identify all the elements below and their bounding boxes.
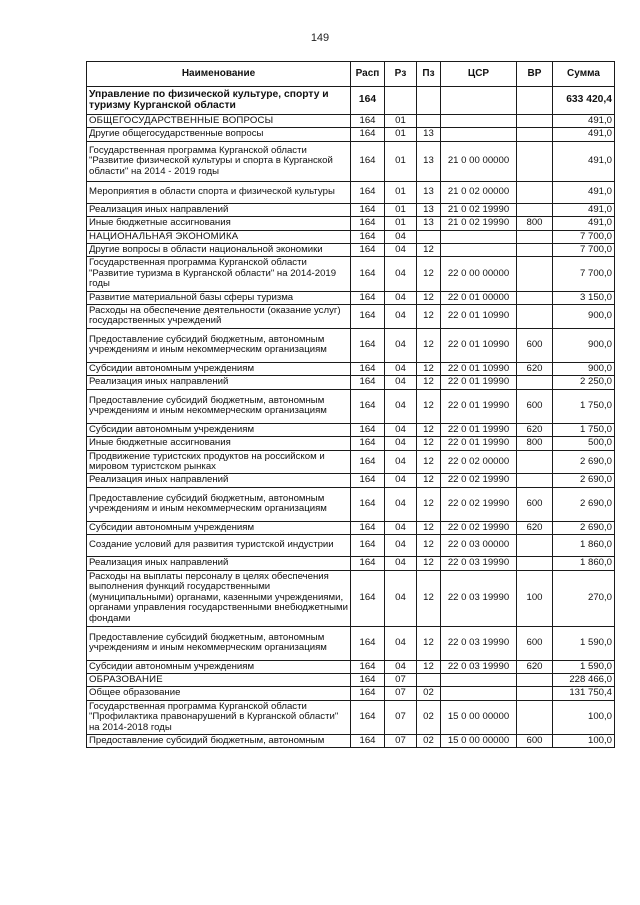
cell-rasp: 164	[351, 570, 385, 626]
cell-rasp: 164	[351, 437, 385, 450]
cell-rasp: 164	[351, 328, 385, 362]
cell-rasp: 164	[351, 181, 385, 203]
cell-csr: 22 0 02 19990	[441, 474, 517, 487]
cell-rasp: 164	[351, 305, 385, 329]
cell-name: Государственная программа Курганской области "Профилактика правонарушений в Курганской области" на 2014-2018 годы	[87, 700, 351, 734]
cell-sum: 100,0	[553, 700, 615, 734]
cell-sum: 1 860,0	[553, 557, 615, 570]
cell-sum: 1 750,0	[553, 423, 615, 436]
cell-csr: 22 0 01 19990	[441, 389, 517, 423]
cell-csr: 22 0 01 19990	[441, 376, 517, 389]
cell-rasp: 164	[351, 474, 385, 487]
cell-csr: 22 0 01 19990	[441, 437, 517, 450]
cell-pz	[417, 673, 441, 686]
header-csr: ЦСР	[441, 62, 517, 87]
cell-csr: 22 0 01 10990	[441, 305, 517, 329]
header-rz: Рз	[385, 62, 417, 87]
cell-rz: 01	[385, 217, 417, 230]
cell-vr: 620	[517, 521, 553, 534]
cell-vr	[517, 700, 553, 734]
cell-csr: 22 0 00 00000	[441, 257, 517, 291]
cell-name: Реализация иных направлений	[87, 557, 351, 570]
cell-rz: 04	[385, 557, 417, 570]
cell-vr	[517, 535, 553, 557]
cell-csr	[441, 87, 517, 115]
cell-pz: 02	[417, 700, 441, 734]
table-row	[87, 450, 615, 474]
cell-vr	[517, 257, 553, 291]
cell-rasp: 164	[351, 450, 385, 474]
cell-name: Другие вопросы в области национальной экономики	[87, 244, 351, 257]
table-row	[87, 487, 615, 521]
table-row	[87, 230, 615, 243]
cell-name: Реализация иных направлений	[87, 376, 351, 389]
cell-csr: 22 0 01 10990	[441, 328, 517, 362]
cell-sum: 633 420,4	[553, 87, 615, 115]
cell-name: Предоставление субсидий бюджетным, автономным учреждениям и иным некоммерческим организациям	[87, 328, 351, 362]
cell-name: НАЦИОНАЛЬНАЯ ЭКОНОМИКА	[87, 230, 351, 243]
table-row	[87, 734, 615, 747]
table-row	[87, 521, 615, 534]
header-vr: ВР	[517, 62, 553, 87]
table-row	[87, 257, 615, 291]
cell-rasp: 164	[351, 244, 385, 257]
cell-pz: 12	[417, 291, 441, 304]
cell-name: Предоставление субсидий бюджетным, автономным учреждениям и иным некоммерческим организациям	[87, 389, 351, 423]
cell-rasp: 164	[351, 660, 385, 673]
cell-vr: 620	[517, 423, 553, 436]
cell-csr: 22 0 01 19990	[441, 423, 517, 436]
table-row	[87, 535, 615, 557]
cell-rasp: 164	[351, 203, 385, 216]
cell-name: Создание условий для развития туристской индустрии	[87, 535, 351, 557]
cell-sum: 2 690,0	[553, 521, 615, 534]
table-row	[87, 291, 615, 304]
cell-vr	[517, 115, 553, 128]
cell-csr: 22 0 02 19990	[441, 521, 517, 534]
cell-name: Другие общегосударственные вопросы	[87, 128, 351, 141]
cell-sum: 491,0	[553, 203, 615, 216]
cell-rz: 07	[385, 700, 417, 734]
cell-csr	[441, 673, 517, 686]
table-row	[87, 328, 615, 362]
cell-rz: 04	[385, 305, 417, 329]
cell-csr: 21 0 02 00000	[441, 181, 517, 203]
cell-sum: 100,0	[553, 734, 615, 747]
cell-rz: 04	[385, 423, 417, 436]
table-row	[87, 203, 615, 216]
table-row	[87, 389, 615, 423]
cell-sum: 2 690,0	[553, 487, 615, 521]
header-name: Наименование	[87, 62, 351, 87]
cell-vr	[517, 673, 553, 686]
cell-rz: 07	[385, 734, 417, 747]
cell-sum: 491,0	[553, 115, 615, 128]
budget-table	[86, 61, 615, 748]
cell-vr: 800	[517, 217, 553, 230]
cell-sum: 491,0	[553, 141, 615, 181]
cell-pz: 12	[417, 423, 441, 436]
cell-rz: 04	[385, 362, 417, 375]
cell-pz: 12	[417, 257, 441, 291]
header-sum: Сумма	[553, 62, 615, 87]
cell-sum: 1 590,0	[553, 660, 615, 673]
cell-csr: 21 0 02 19990	[441, 203, 517, 216]
cell-vr	[517, 244, 553, 257]
cell-rz: 04	[385, 535, 417, 557]
cell-sum: 2 690,0	[553, 474, 615, 487]
cell-pz	[417, 87, 441, 115]
cell-csr	[441, 687, 517, 700]
cell-rasp: 164	[351, 687, 385, 700]
cell-pz: 13	[417, 141, 441, 181]
cell-rasp: 164	[351, 362, 385, 375]
cell-vr	[517, 557, 553, 570]
cell-vr: 600	[517, 487, 553, 521]
table-row	[87, 87, 615, 115]
cell-sum: 491,0	[553, 181, 615, 203]
cell-sum: 900,0	[553, 362, 615, 375]
cell-vr	[517, 474, 553, 487]
cell-rz: 01	[385, 128, 417, 141]
cell-name: Расходы на выплаты персоналу в целях обеспечения выполнения функций государственными (муниципальными) органами, казенными учреждениями, органами управления государственными внебюджетными фондами	[87, 570, 351, 626]
cell-sum: 491,0	[553, 128, 615, 141]
table-row	[87, 305, 615, 329]
cell-sum: 131 750,4	[553, 687, 615, 700]
cell-rz: 04	[385, 626, 417, 660]
cell-rasp: 164	[351, 535, 385, 557]
cell-pz: 02	[417, 734, 441, 747]
cell-name: Управление по физической культуре, спорту и туризму Курганской области	[87, 87, 351, 115]
cell-csr	[441, 115, 517, 128]
cell-csr: 22 0 03 19990	[441, 570, 517, 626]
cell-rz: 04	[385, 474, 417, 487]
table-row	[87, 660, 615, 673]
cell-rz: 01	[385, 115, 417, 128]
cell-rz: 04	[385, 570, 417, 626]
cell-vr: 600	[517, 328, 553, 362]
cell-sum: 228 466,0	[553, 673, 615, 686]
cell-pz	[417, 115, 441, 128]
cell-vr	[517, 230, 553, 243]
cell-rz: 04	[385, 244, 417, 257]
cell-rz: 04	[385, 450, 417, 474]
cell-vr	[517, 203, 553, 216]
table-row	[87, 557, 615, 570]
cell-vr: 620	[517, 660, 553, 673]
cell-rasp: 164	[351, 87, 385, 115]
cell-rz: 04	[385, 389, 417, 423]
cell-rasp: 164	[351, 734, 385, 747]
cell-name: Иные бюджетные ассигнования	[87, 217, 351, 230]
table-row	[87, 437, 615, 450]
cell-rz: 04	[385, 487, 417, 521]
cell-sum: 7 700,0	[553, 230, 615, 243]
table-row	[87, 626, 615, 660]
cell-vr	[517, 305, 553, 329]
cell-name: Государственная программа Курганской области "Развитие туризма в Курганской области" на 2014-2019 годы	[87, 257, 351, 291]
cell-name: Предоставление субсидий бюджетным, автономным учреждениям и иным некоммерческим организациям	[87, 626, 351, 660]
cell-rasp: 164	[351, 217, 385, 230]
cell-rz: 04	[385, 257, 417, 291]
cell-rasp: 164	[351, 128, 385, 141]
table-row	[87, 570, 615, 626]
cell-csr	[441, 244, 517, 257]
table-row	[87, 128, 615, 141]
cell-csr: 22 0 03 19990	[441, 626, 517, 660]
table-header-row	[87, 62, 615, 87]
table-row	[87, 687, 615, 700]
table-row	[87, 423, 615, 436]
cell-pz: 12	[417, 626, 441, 660]
cell-csr: 22 0 02 19990	[441, 487, 517, 521]
cell-rz: 04	[385, 660, 417, 673]
cell-vr: 600	[517, 626, 553, 660]
cell-sum: 3 150,0	[553, 291, 615, 304]
table-row	[87, 673, 615, 686]
cell-sum: 7 700,0	[553, 244, 615, 257]
cell-name: Государственная программа Курганской области "Развитие физической культуры и спорта в Курганской области" на 2014 - 2019 годы	[87, 141, 351, 181]
cell-pz: 12	[417, 362, 441, 375]
cell-rasp: 164	[351, 257, 385, 291]
table-row	[87, 474, 615, 487]
cell-name: Субсидии автономным учреждениям	[87, 660, 351, 673]
table-row	[87, 362, 615, 375]
cell-vr: 620	[517, 362, 553, 375]
cell-pz: 12	[417, 305, 441, 329]
cell-name: ОБРАЗОВАНИЕ	[87, 673, 351, 686]
cell-csr: 22 0 02 00000	[441, 450, 517, 474]
cell-csr: 22 0 01 00000	[441, 291, 517, 304]
cell-rasp: 164	[351, 423, 385, 436]
cell-sum: 1 590,0	[553, 626, 615, 660]
cell-name: Расходы на обеспечение деятельности (оказание услуг) государственных учреждений	[87, 305, 351, 329]
cell-sum: 900,0	[553, 328, 615, 362]
cell-sum: 500,0	[553, 437, 615, 450]
cell-rasp: 164	[351, 389, 385, 423]
table-row	[87, 217, 615, 230]
cell-pz: 12	[417, 244, 441, 257]
cell-vr	[517, 291, 553, 304]
cell-csr: 22 0 03 19990	[441, 660, 517, 673]
cell-name: Продвижение туристских продуктов на российском и мировом туристском рынках	[87, 450, 351, 474]
cell-pz: 12	[417, 535, 441, 557]
cell-pz: 12	[417, 450, 441, 474]
table-row	[87, 141, 615, 181]
cell-csr: 15 0 00 00000	[441, 700, 517, 734]
cell-name: Развитие материальной базы сферы туризма	[87, 291, 351, 304]
cell-rasp: 164	[351, 673, 385, 686]
cell-pz: 12	[417, 376, 441, 389]
cell-rz: 01	[385, 203, 417, 216]
cell-rz: 04	[385, 291, 417, 304]
cell-rasp: 164	[351, 376, 385, 389]
cell-name: Субсидии автономным учреждениям	[87, 423, 351, 436]
cell-csr	[441, 230, 517, 243]
cell-rasp: 164	[351, 626, 385, 660]
table-row	[87, 244, 615, 257]
cell-pz: 13	[417, 181, 441, 203]
cell-pz: 12	[417, 487, 441, 521]
table-row	[87, 181, 615, 203]
cell-name: Субсидии автономным учреждениям	[87, 362, 351, 375]
cell-rasp: 164	[351, 700, 385, 734]
cell-csr: 22 0 03 19990	[441, 557, 517, 570]
cell-csr: 21 0 00 00000	[441, 141, 517, 181]
cell-vr	[517, 376, 553, 389]
cell-sum: 2 250,0	[553, 376, 615, 389]
cell-rz: 01	[385, 181, 417, 203]
table-row	[87, 700, 615, 734]
cell-vr	[517, 687, 553, 700]
cell-name: Субсидии автономным учреждениям	[87, 521, 351, 534]
cell-csr: 22 0 01 10990	[441, 362, 517, 375]
cell-rasp: 164	[351, 291, 385, 304]
cell-name: Мероприятия в области спорта и физической культуры	[87, 181, 351, 203]
cell-name: Иные бюджетные ассигнования	[87, 437, 351, 450]
cell-name: Общее образование	[87, 687, 351, 700]
cell-pz: 13	[417, 217, 441, 230]
cell-name: ОБЩЕГОСУДАРСТВЕННЫЕ ВОПРОСЫ	[87, 115, 351, 128]
cell-sum: 270,0	[553, 570, 615, 626]
cell-pz	[417, 230, 441, 243]
cell-rasp: 164	[351, 521, 385, 534]
cell-rz: 07	[385, 673, 417, 686]
cell-pz: 12	[417, 389, 441, 423]
header-pz: Пз	[417, 62, 441, 87]
cell-rz: 07	[385, 687, 417, 700]
cell-pz: 12	[417, 660, 441, 673]
cell-vr: 100	[517, 570, 553, 626]
cell-sum: 7 700,0	[553, 257, 615, 291]
cell-pz: 13	[417, 128, 441, 141]
cell-rasp: 164	[351, 115, 385, 128]
cell-rz: 04	[385, 328, 417, 362]
cell-pz: 12	[417, 521, 441, 534]
cell-rasp: 164	[351, 230, 385, 243]
cell-sum: 2 690,0	[553, 450, 615, 474]
header-rasp: Расп	[351, 62, 385, 87]
cell-pz: 12	[417, 328, 441, 362]
cell-csr: 22 0 03 00000	[441, 535, 517, 557]
cell-vr	[517, 141, 553, 181]
cell-pz: 12	[417, 570, 441, 626]
cell-vr: 600	[517, 734, 553, 747]
cell-csr	[441, 128, 517, 141]
cell-rz: 04	[385, 437, 417, 450]
cell-rasp: 164	[351, 487, 385, 521]
cell-rz: 01	[385, 141, 417, 181]
table-row	[87, 115, 615, 128]
cell-pz: 13	[417, 203, 441, 216]
cell-pz: 12	[417, 474, 441, 487]
cell-vr	[517, 87, 553, 115]
cell-vr	[517, 128, 553, 141]
table-row	[87, 376, 615, 389]
cell-sum: 1 860,0	[553, 535, 615, 557]
cell-sum: 1 750,0	[553, 389, 615, 423]
cell-rz	[385, 87, 417, 115]
cell-name: Предоставление субсидий бюджетным, автономным учреждениям и иным некоммерческим организациям	[87, 487, 351, 521]
cell-rz: 04	[385, 376, 417, 389]
cell-sum: 491,0	[553, 217, 615, 230]
cell-pz: 12	[417, 557, 441, 570]
cell-pz: 12	[417, 437, 441, 450]
cell-vr: 800	[517, 437, 553, 450]
cell-name: Реализация иных направлений	[87, 474, 351, 487]
cell-vr: 600	[517, 389, 553, 423]
cell-csr: 15 0 00 00000	[441, 734, 517, 747]
cell-rz: 04	[385, 521, 417, 534]
cell-vr	[517, 181, 553, 203]
cell-csr: 21 0 02 19990	[441, 217, 517, 230]
cell-name: Реализация иных направлений	[87, 203, 351, 216]
cell-sum: 900,0	[553, 305, 615, 329]
cell-rz: 04	[385, 230, 417, 243]
cell-name: Предоставление субсидий бюджетным, автономным	[87, 734, 351, 747]
cell-rasp: 164	[351, 141, 385, 181]
page-number: 149	[310, 32, 330, 44]
cell-rasp: 164	[351, 557, 385, 570]
cell-pz: 02	[417, 687, 441, 700]
cell-vr	[517, 450, 553, 474]
